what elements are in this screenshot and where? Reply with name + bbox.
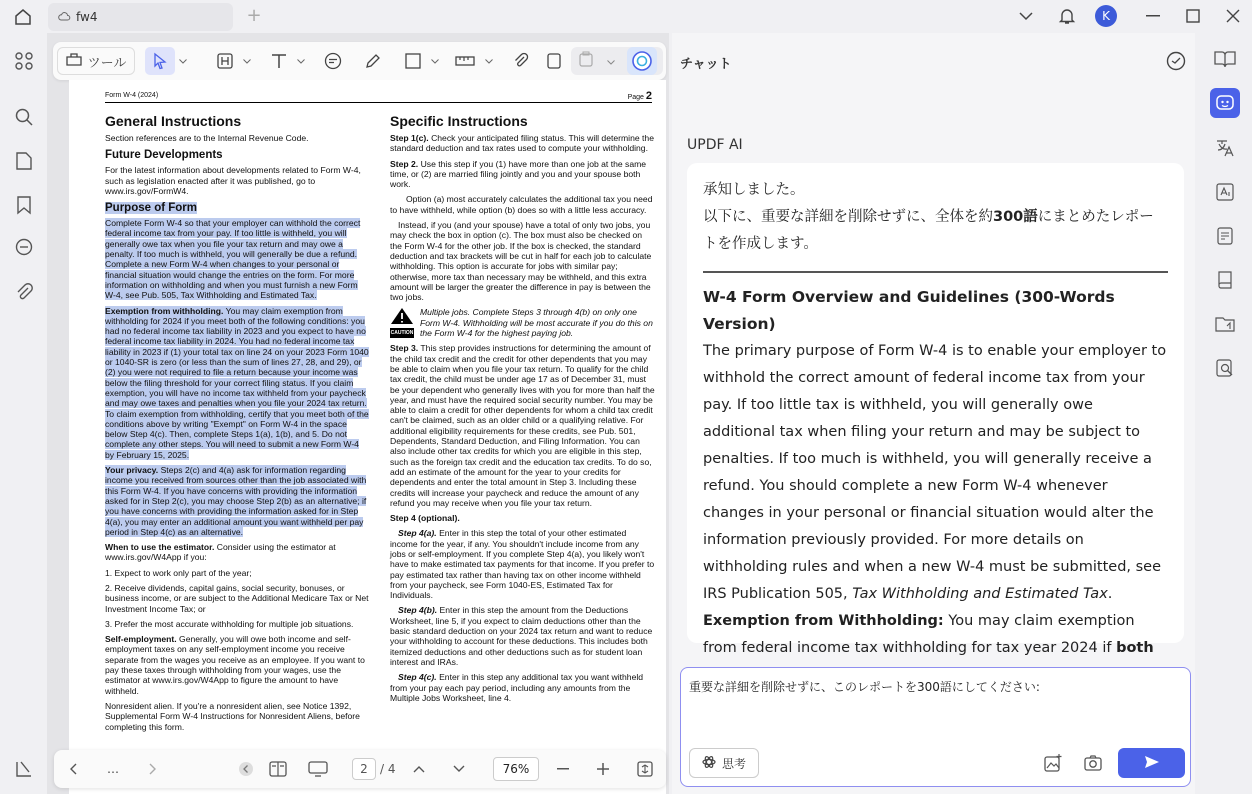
chevron-down-icon[interactable] [483, 47, 495, 75]
search-icon[interactable] [12, 105, 36, 129]
heading-purpose-of-form: Purpose of Form [105, 202, 198, 215]
measure-tool-icon[interactable] [451, 47, 479, 75]
right-column [390, 110, 655, 708]
attach-tool-icon[interactable] [507, 47, 535, 75]
ai-sender-label: UPDF AI [687, 137, 743, 153]
paragraph: Instead, if you (and your spouse) have a total of only two jobs, you may check the box in option (c). The box must also be checked on the Form W-4 for the other job. If the box is checked, the standard deduction and tax brackets will be cut in half for each job to calculate withholding. This option is accurate for jobs with similar pay; otherwise, more tax than necessary may be withheld, and this extra amount will be larger the greater the difference in pay is between the two jobs. [390, 220, 652, 303]
text-tool-icon[interactable] [265, 47, 293, 75]
paragraph: Step 4(b). Enter in this step the amount from the Deductions Worksheet, line 5, if you expect to claim deductions other than the basic standard deduction on your 2024 tax return and want to reduce your withholding to account for these deductions. This includes both itemized deductions and other deductions such as for student loan interest and IRAs. [390, 605, 653, 667]
pen-tool-icon[interactable] [359, 47, 387, 75]
reply-line: 以下に、重要な詳細を削除せずに、全体を約300語にまとめたレポートを作成します。 [703, 209, 1154, 252]
highlight-tool-icon[interactable] [211, 47, 239, 75]
paragraph: Step 3. This step provides instructions for determining the amount of the child tax credit and the credit for other dependents that you may be able to claim when you file your tax return. To qualify for the child tax credit, the child must be under age 17 as of December 31, must be your dependent who generally lives with you for more than half the year, and must have the required social security number. You may be able to claim a credit for other dependents for whom a child tax credit can't be claimed, such as an older child or a qualifying relative. For additional eligibility requirements for these credits, see Pub. 501, Dependents, Standard Deduction, and Filing Information. You can also include other tax credits for which you are eligible in this step, such as the foreign tax credit and the education tax credits. To do so, add an estimate of the amount for the year to your credits for dependents and enter the total amount in Step 3. Including these credits will increase your paycheck and reduce the amount of any refund you may receive when you file your tax return. [390, 343, 655, 508]
ai-toolbar-group [571, 47, 663, 75]
chat-title: チャット [680, 57, 732, 72]
send-icon [1144, 754, 1160, 773]
shape-tool-icon[interactable] [399, 47, 427, 75]
caution-icon: CAUTION [390, 307, 414, 338]
pages-icon[interactable] [12, 149, 36, 173]
chevron-down-icon[interactable] [429, 47, 441, 75]
image-generate-icon[interactable] [1043, 753, 1063, 777]
chevron-left-icon[interactable] [64, 757, 82, 781]
chat-input[interactable] [680, 667, 1191, 787]
think-label: 思考 [721, 756, 746, 771]
ai-chat-icon[interactable] [1210, 88, 1240, 118]
cloud-icon [58, 10, 70, 24]
list-item: 1. Expect to work only part of the year; [105, 567, 252, 578]
ocr-icon[interactable] [1210, 177, 1240, 207]
think-icon [702, 755, 716, 772]
chevron-down-icon[interactable] [241, 47, 253, 75]
clipboard-icon[interactable] [579, 51, 593, 71]
ai-assistant-icon[interactable] [627, 47, 657, 75]
paragraph: Step 2. Use this step if you (1) have more than one job at the same time, or (2) are married filing jointly and you and your spouse both work. [390, 158, 647, 190]
heading-future-developments: Future Developments [105, 149, 223, 162]
send-button[interactable] [1118, 748, 1185, 778]
left-column [105, 110, 370, 737]
page-up-icon[interactable] [410, 757, 428, 781]
tools-button[interactable] [57, 47, 135, 75]
comment-tool-icon[interactable] [319, 47, 347, 75]
stamp-tool-icon[interactable] [547, 47, 561, 75]
paragraph: Option (a) most accurately calculates the additional tax you need to have withheld, while option (b) does so with a little less accuracy. [390, 194, 653, 215]
layers-icon[interactable] [12, 757, 36, 781]
fit-page-icon[interactable] [634, 757, 656, 781]
heading-step-4: Step 4 (optional). [390, 513, 460, 524]
chevron-right-icon[interactable] [144, 757, 162, 781]
divider [105, 102, 652, 103]
avatar[interactable]: K [1095, 5, 1117, 27]
maximize-icon[interactable] [1183, 5, 1203, 27]
heading-specific-instructions: Specific Instructions [390, 113, 528, 129]
chevron-down-icon[interactable] [1016, 5, 1036, 27]
editing-toolbar [53, 42, 666, 80]
paragraph: Self-employment. Generally, you will owe both income and self-employment taxes on any self-employment income you receive separate from the wages you receive as an employee. If you want to pay these taxes through withholding from your wages, use the estimator at www.irs.gov/W4App to figure the amount to have withheld. [105, 634, 365, 696]
form-icon[interactable] [1210, 221, 1240, 251]
more-button[interactable]: … [107, 762, 119, 776]
book-open-icon[interactable] [1210, 44, 1240, 74]
divider [703, 271, 1168, 273]
pdf-page [69, 80, 666, 794]
zoom-in-icon[interactable] [594, 757, 612, 781]
reply-line: 承知しました。 [703, 182, 805, 198]
page-navigation-bar [54, 750, 666, 788]
page-down-icon[interactable] [450, 757, 468, 781]
bell-icon[interactable] [1056, 5, 1078, 27]
minimize-icon[interactable] [1143, 5, 1163, 27]
bookmark-icon[interactable] [12, 193, 36, 217]
chevron-down-icon[interactable] [607, 54, 615, 69]
paragraph: For the latest information about developments related to Form W-4, such as legislation enacted after it was published, go to www.irs.gov/FormW4. [105, 165, 361, 196]
select-tool-icon[interactable] [145, 47, 175, 75]
report-paragraph: The primary purpose of Form W-4 is to enable your employer to withhold the correct amount of federal income tax from your pay. If too little tax is withheld, you will generally owe additional tax when filing your return and may be subject to penalties. If too much is withheld, you will generally receive a refund. You should complete a new Form W-4 whenever changes in your personal or financial situation would alter the information previously provided. For more details on withholding rules and when a new W-4 must be submitted, see IRS Publication 505, Tax Withholding and Estimated Tax. [703, 342, 1167, 602]
search-document-icon[interactable] [1210, 353, 1240, 383]
chat-input-value[interactable]: 重要な詳細を削除せずに、このレポートを300語にしてください: [689, 680, 1040, 694]
paragraph: When to use the estimator. Consider using the estimator at www.irs.gov/W4App if you: [105, 542, 336, 563]
heading-general-instructions: General Instructions [105, 113, 242, 129]
folder-icon[interactable] [1210, 309, 1240, 339]
ai-message [687, 163, 1184, 656]
chat-header [672, 33, 1195, 88]
paragraph: Nonresident alien. If you're a nonresident alien, see Notice 1392, Supplemental Form W-4 Instructions for Nonresident Aliens, before completing this form. [105, 700, 360, 732]
report-heading: W-4 Form Overview and Guidelines (300-Words Version) [703, 287, 1115, 333]
highlighted-paragraph[interactable]: Your privacy. Steps 2(c) and 4(a) ask for information regarding income you received from sources other than the job associated with this Form W-4. If you have concerns with providing the information asked for in Step 2(c), you may choose Step 2(b) as an alternative; if you have concerns with providing the information asked for in Step 4(a), you may enter an additional amount you want withheld per pay period in Step 4(c) as an alternative. [105, 465, 367, 537]
home-icon[interactable] [12, 6, 34, 28]
page-header-right: Page 2 [627, 90, 652, 102]
think-toggle-button[interactable] [689, 748, 759, 778]
chevron-down-icon[interactable] [177, 47, 189, 75]
paragraph: Section references are to the Internal Revenue Code. [105, 133, 309, 143]
tab-title: fw4 [76, 10, 98, 24]
attachment-icon[interactable] [12, 280, 36, 304]
left-sidebar [0, 33, 47, 794]
page-layout-icon[interactable] [266, 757, 290, 781]
screenshot-icon[interactable] [1083, 753, 1103, 777]
highlighted-paragraph[interactable]: Exemption from withholding. You may claim exemption from withholding for 2024 if you meet both of the following conditions: you had no federal income tax liability in 2023 and you expect to have no federal income tax liability in 2024. You had no federal income tax liability in 2023 if (1) your total tax on line 24 on your 2023 Form 1040 or 1040-SR is zero (or less than the sum of lines 27, 28, and 29), or (2) you were not required to file a return because your income was below the filing threshold for your correct filing status. If you claim exemption, you will have no income tax withheld from your paycheck and may owe taxes and penalties when you file your 2024 tax return. To claim exemption from withholding, certify that you meet both of the conditions above by writing "Exempt" on Form W-4 in the space below Step 4(c). Then, complete Steps 1(a), 1(b), and 5. Do not complete any other steps. You will need to submit a new Form W-4 by February 15, 2025. [105, 305, 369, 460]
report-paragraph: Exemption from Withholding: You may claim exemption from federal income tax withholding for tax year 2024 if both [703, 612, 1154, 656]
zoom-level[interactable]: 76% [493, 757, 539, 781]
list-item: 2. Receive dividends, capital gains, social security, bonuses, or business income, or are subject to the Additional Medicare Tax or Net Investment Income Tax; or [105, 582, 369, 614]
thumbnails-icon[interactable] [12, 49, 36, 73]
page-total: / 4 [380, 762, 396, 776]
right-sidebar [1198, 33, 1252, 794]
chat-panel [672, 33, 1195, 794]
document-tab[interactable] [48, 3, 233, 31]
highlighted-paragraph[interactable]: Complete Form W-4 so that your employer can withhold the correct federal income tax from your pay. If too little is withheld, you will generally owe tax when you file your tax return and may owe a penalty. If too much is withheld, you will generally be due a refund. Complete a new Form W-4 when changes to your personal or financial situation would change the entries on the form. For more information on withholding and when you must furnish a new Form W-4, see Pub. 505, Tax Withholding and Estimated Tax. [105, 218, 361, 301]
collapse-icon[interactable] [237, 757, 255, 781]
close-icon[interactable] [1223, 5, 1243, 27]
new-tab-button[interactable]: + [246, 5, 262, 26]
paragraph: Step 4(a). Enter in this step the total of your other estimated income for the year, if any. You shouldn't include income from any jobs or self-employment. If you complete Step 4(a), you likely won't have to make estimated tax payments for that income. If you prefer to pay estimated tax rather than having tax on other income withheld from your paycheck, see Form 1040-ES, Estimated Tax for Individuals. [390, 528, 655, 601]
toolbox-icon [66, 52, 82, 70]
title-bar [0, 0, 1252, 33]
caution-block [390, 307, 655, 338]
comments-icon[interactable] [12, 236, 36, 260]
translate-icon[interactable] [1210, 133, 1240, 163]
paragraph: Step 4(c). Enter in this step any additional tax you want withheld from your pay each pay period, including any amounts from the Multiple Jobs Worksheet, line 4. [390, 672, 644, 703]
page-header-left: Form W-4 (2024) [105, 92, 159, 99]
presentation-icon[interactable] [306, 757, 330, 781]
zoom-out-icon[interactable] [554, 757, 572, 781]
history-icon[interactable] [1166, 51, 1186, 75]
page-number-input[interactable]: 2 [352, 758, 376, 780]
tools-label: ツール [87, 55, 127, 71]
list-item: 3. Prefer the most accurate withholding for multiple job situations. [105, 618, 354, 629]
book-icon[interactable] [1210, 265, 1240, 295]
chevron-down-icon[interactable] [295, 47, 307, 75]
paragraph: Step 1(c). Check your anticipated filing status. This will determine the standard deduction and tax rates used to compute your withholding. [390, 133, 654, 154]
caution-text: Multiple jobs. Complete Steps 3 through 4(b) on only one Form W-4. Withholding will be most accurate if you do this on the Form W-4 for the highest paying job. [420, 307, 653, 339]
